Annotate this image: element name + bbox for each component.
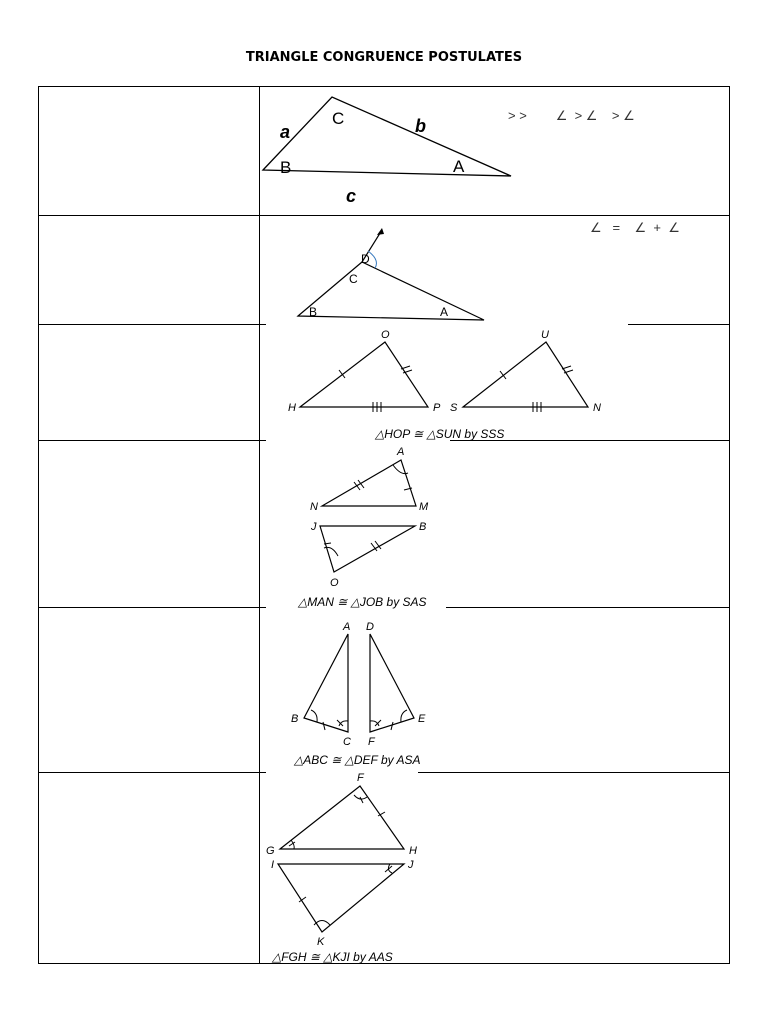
row1-side-a: a [280, 122, 291, 142]
row3-triangle-SUN [450, 329, 601, 414]
row5-vertex-B: B [291, 713, 299, 725]
row4-vertex-O: O [330, 577, 339, 589]
page-title: TRIANGLE CONGRUENCE POSTULATES [245, 50, 523, 65]
row3-caption: △HOP ≅ △SUN by SSS [375, 427, 505, 441]
row5-vertex-E: E [418, 713, 426, 725]
row6-vertex-I: I [271, 859, 275, 871]
row1-triangle [263, 97, 511, 206]
row2-vertex-D: D [361, 252, 370, 266]
row5-vertex-D: D [366, 621, 374, 633]
row6-caption: △FGH ≅ △KJI by AAS [272, 950, 393, 964]
row4-triangle-MAN [310, 446, 429, 513]
row5-vertex-A: A [343, 621, 351, 633]
row1-vertex-B: B [280, 158, 292, 177]
row2-vertex-A: A [440, 305, 449, 319]
row1-vertex-A: A [453, 157, 465, 176]
row6-triangle-KJI [271, 859, 414, 948]
row2-triangle [298, 228, 484, 320]
row3-vertex-H: H [288, 402, 296, 414]
row2-vertex-B: B [309, 305, 318, 319]
row1-side-c: c [346, 186, 357, 206]
row6-vertex-J: J [408, 859, 414, 871]
row4-caption: △MAN ≅ △JOB by SAS [298, 595, 427, 609]
row1-side-b: b [415, 116, 426, 136]
row1-vertex-C: C [332, 109, 345, 128]
row3-triangle-HOP [288, 329, 441, 414]
row4-vertex-J: J [311, 521, 317, 533]
row2-vertex-C: C [349, 272, 358, 286]
row6-vertex-G: G [266, 845, 275, 857]
row3-vertex-P: P [433, 402, 441, 414]
row2-angle-sum-text: ∠ = ∠ + ∠ [590, 220, 680, 235]
row5-triangle-ABC [291, 621, 351, 748]
row5-vertex-C: C [343, 736, 351, 748]
row6-triangle-FGH [266, 772, 417, 857]
row3-vertex-U: U [541, 329, 549, 341]
row4-vertex-N: N [310, 501, 318, 513]
row3-vertex-S: S [450, 402, 458, 414]
row4-vertex-M: M [419, 501, 429, 513]
row4-triangle-JOB [310, 521, 426, 589]
row5-vertex-F: F [368, 736, 375, 748]
row4-vertex-A: A [397, 446, 405, 458]
row6-vertex-H: H [409, 845, 417, 857]
row1-inequality-text: > > ∠ > ∠ > ∠ [508, 108, 635, 123]
row6-vertex-K: K [317, 936, 325, 948]
row6-vertex-F: F [357, 772, 364, 784]
row4-vertex-B: B [419, 521, 427, 533]
row3-vertex-N: N [593, 402, 601, 414]
row3-vertex-O: O [381, 329, 390, 341]
row5-caption: △ABC ≅ △DEF by ASA [294, 753, 421, 767]
row5-triangle-DEF [366, 621, 426, 748]
